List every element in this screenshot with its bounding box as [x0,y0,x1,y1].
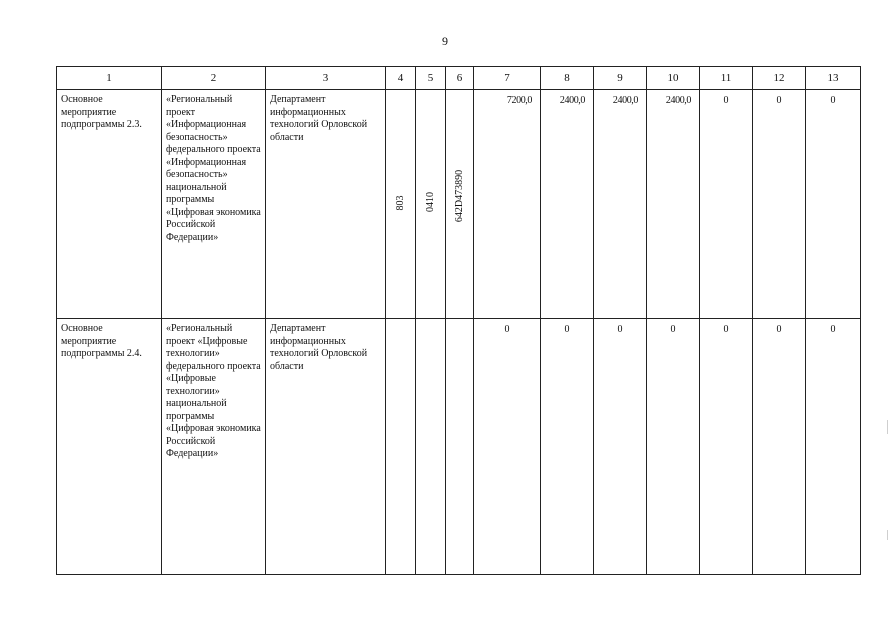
section-code-cell [416,319,446,575]
column-header: 7 [474,67,541,90]
scan-artifact [887,530,888,540]
grbs-code: 803 [394,195,406,211]
section-code: 0410 [424,192,436,212]
page-number: 9 [442,34,448,48]
column-header: 12 [753,67,806,90]
value-cell: 2400,0 [594,90,647,319]
grbs-code-cell [386,319,416,575]
value-cell: 0 [753,319,806,575]
column-header: 1 [57,67,162,90]
column-header: 2 [162,67,266,90]
value-cell: 0 [474,319,541,575]
budget-table [56,66,861,575]
value-cell: 0 [541,319,594,575]
value-cell: 0 [700,319,753,575]
column-header: 13 [806,67,861,90]
header-row [57,67,861,90]
column-header: 11 [700,67,753,90]
executor-cell: Департамент информационных технологий Орловской области [266,90,386,319]
value-cell: 2400,0 [647,90,700,319]
value-cell: 7200,0 [474,90,541,319]
executor-cell: Департамент информационных технологий Орловской области [266,319,386,575]
target-article-cell [446,90,474,319]
project-name-cell: «Региональный проект «Информационная безопасность» федерального проекта «Информационная безопасность» национальной программы «Цифровая экономика Российской Федерации» [162,90,266,319]
value-cell: 0 [806,90,861,319]
target-article-code: 642D473890 [453,169,465,223]
column-header: 9 [594,67,647,90]
column-header: 6 [446,67,474,90]
table-row [57,319,861,575]
target-article-cell [446,319,474,575]
section-code-cell [416,90,446,319]
value-cell: 0 [753,90,806,319]
column-header: 10 [647,67,700,90]
value-cell: 0 [594,319,647,575]
column-header: 3 [266,67,386,90]
event-name-cell: Основное мероприятие подпрограммы 2.3. [57,90,162,319]
value-cell: 0 [700,90,753,319]
column-header: 8 [541,67,594,90]
grbs-code-cell [386,90,416,319]
event-name-cell: Основное мероприятие подпрограммы 2.4. [57,319,162,575]
value-cell: 0 [806,319,861,575]
column-header: 4 [386,67,416,90]
value-cell: 0 [647,319,700,575]
table-row [57,90,861,319]
column-header: 5 [416,67,446,90]
project-name-cell: «Региональный проект «Цифровые технологии» федерального проекта «Цифровые технологии» национальной программы «Цифровая экономика Российской Федерации» [162,319,266,575]
scan-artifact [887,420,888,434]
value-cell: 2400,0 [541,90,594,319]
